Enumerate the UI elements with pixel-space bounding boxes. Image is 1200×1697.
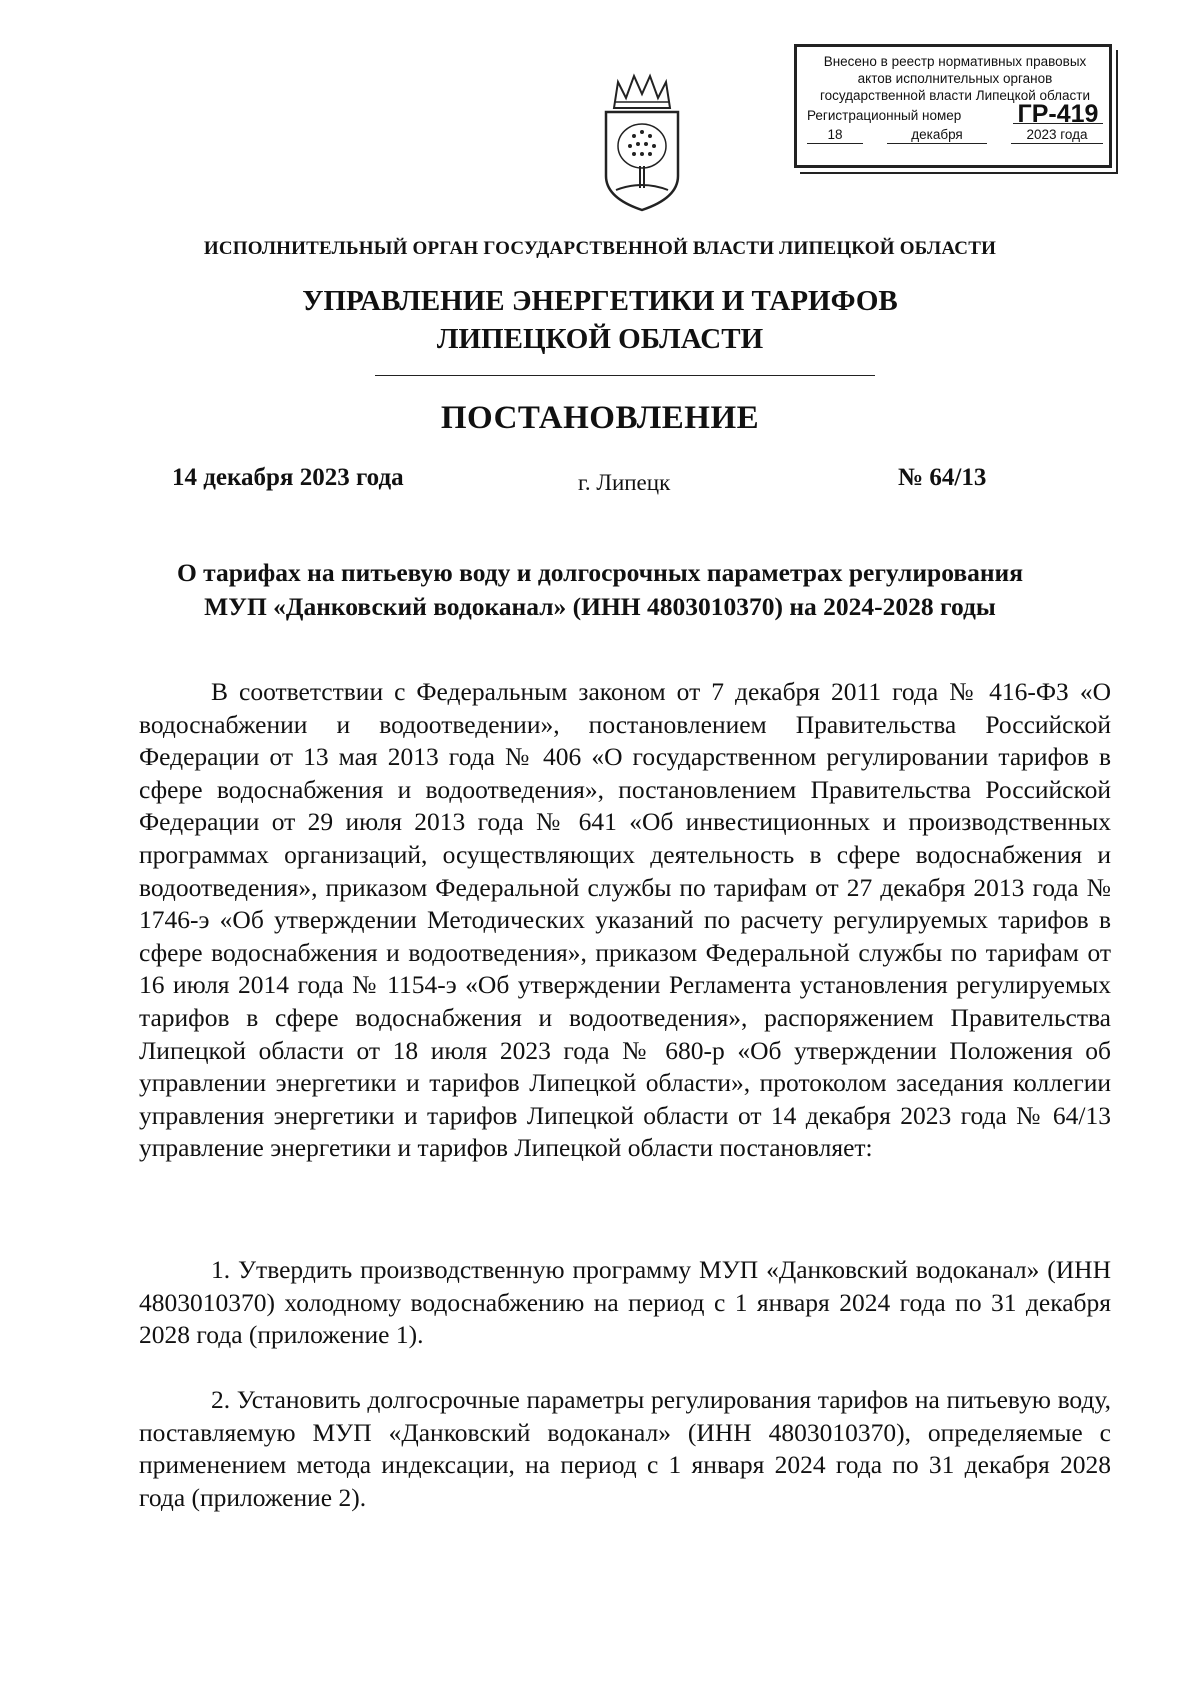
stamp-line-1: Внесено в реестр нормативных правовых bbox=[823, 54, 1087, 69]
stamp-month: декабря bbox=[887, 126, 987, 144]
department-name bbox=[0, 282, 1200, 358]
department-line-2: ЛИПЕЦКОЙ ОБЛАСТИ bbox=[436, 323, 764, 355]
stamp-reg-row bbox=[807, 100, 1103, 128]
subject-line-2: МУП «Данковский водоканал» (ИНН 4803010370) на 2024-2028 годы bbox=[204, 592, 996, 621]
subject-line-1: О тарифах на питьевую воду и долгосрочных параметрах регулирования bbox=[176, 558, 1024, 587]
registration-stamp bbox=[794, 44, 1112, 168]
department-line-1: УПРАВЛЕНИЕ ЭНЕРГЕТИКИ И ТАРИФОВ bbox=[302, 285, 898, 317]
document-number: № 64/13 bbox=[898, 464, 987, 491]
preamble-paragraph: В соответствии с Федеральным законом от 7 декабря 2011 года № 416-ФЗ «О водоснабжении и водоотведении», постановлением Правительства Российской Федерации от 13 мая 2013 года № 406 «О государственном регулировании тарифов в сфере водоснабжения и водоотведения», постановлением Правительства Российской Федерации от 29 июля 2013 года № 641 «Об инвестиционных и производственных программах организаций, осуществляющих деятельность в сфере водоснабжения и водоотведения», приказом Федеральной службы по тарифам от 27 декабря 2013 года № 1746-э «Об утверждении Методических указаний по расчету регулируемых тарифов в сфере водоснабжения и водоотведения», приказом Федеральной службы по тарифам от 16 июля 2014 года № 1154-э «Об утверждении Регламента установления регулируемых тарифов в сфере водоснабжения и водоотведения», распоряжением Правительства Липецкой области от 18 июля 2023 года № 680-р «Об утверждении Положения об управлении энергетики и тарифов Липецкой области», протоколом заседания коллегии управления энергетики и тарифов Липецкой области от 14 декабря 2023 года № 64/13 управление энергетики и тарифов Липецкой области постановляет: bbox=[139, 677, 1111, 1163]
org-name: ИСПОЛНИТЕЛЬНЫЙ ОРГАН ГОСУДАРСТВЕННОЙ ВЛАСТИ ЛИПЕЦКОЙ ОБЛАСТИ bbox=[203, 238, 997, 259]
stamp-day: 18 bbox=[807, 126, 863, 144]
clause-2-paragraph: 2. Установить долгосрочные параметры регулирования тарифов на питьевую воду, поставляемую МУП «Данковский водоканал» (ИНН 4803010370), определяемые с применением метода индексации, на период с 1 января 2024 года по 31 декабря 2028 года (приложение 2). bbox=[139, 1385, 1111, 1512]
stamp-line-3: государственной власти Липецкой области bbox=[819, 88, 1091, 103]
stamp-line-2: актов исполнительных органов bbox=[857, 71, 1053, 86]
header-divider bbox=[375, 375, 875, 376]
document-city: г. Липецк bbox=[578, 470, 671, 495]
stamp-reg-number: ГР-419 bbox=[1013, 106, 1103, 124]
document-date: 14 декабря 2023 года bbox=[172, 464, 404, 491]
clause-1-paragraph: 1. Утвердить производственную программу МУП «Данковский водоканал» (ИНН 4803010370) холодному водоснабжению на период с 1 января 2024 года по 31 декабря 2028 года (приложение 1). bbox=[139, 1255, 1111, 1350]
stamp-year: 2023 года bbox=[1011, 126, 1103, 144]
stamp-reg-label: Регистрационный номер bbox=[807, 108, 962, 123]
stamp-date-row bbox=[807, 126, 1103, 144]
coat-of-arms-icon bbox=[596, 72, 688, 214]
document-subject bbox=[0, 556, 1200, 624]
document-type: ПОСТАНОВЛЕНИЕ bbox=[440, 400, 760, 436]
